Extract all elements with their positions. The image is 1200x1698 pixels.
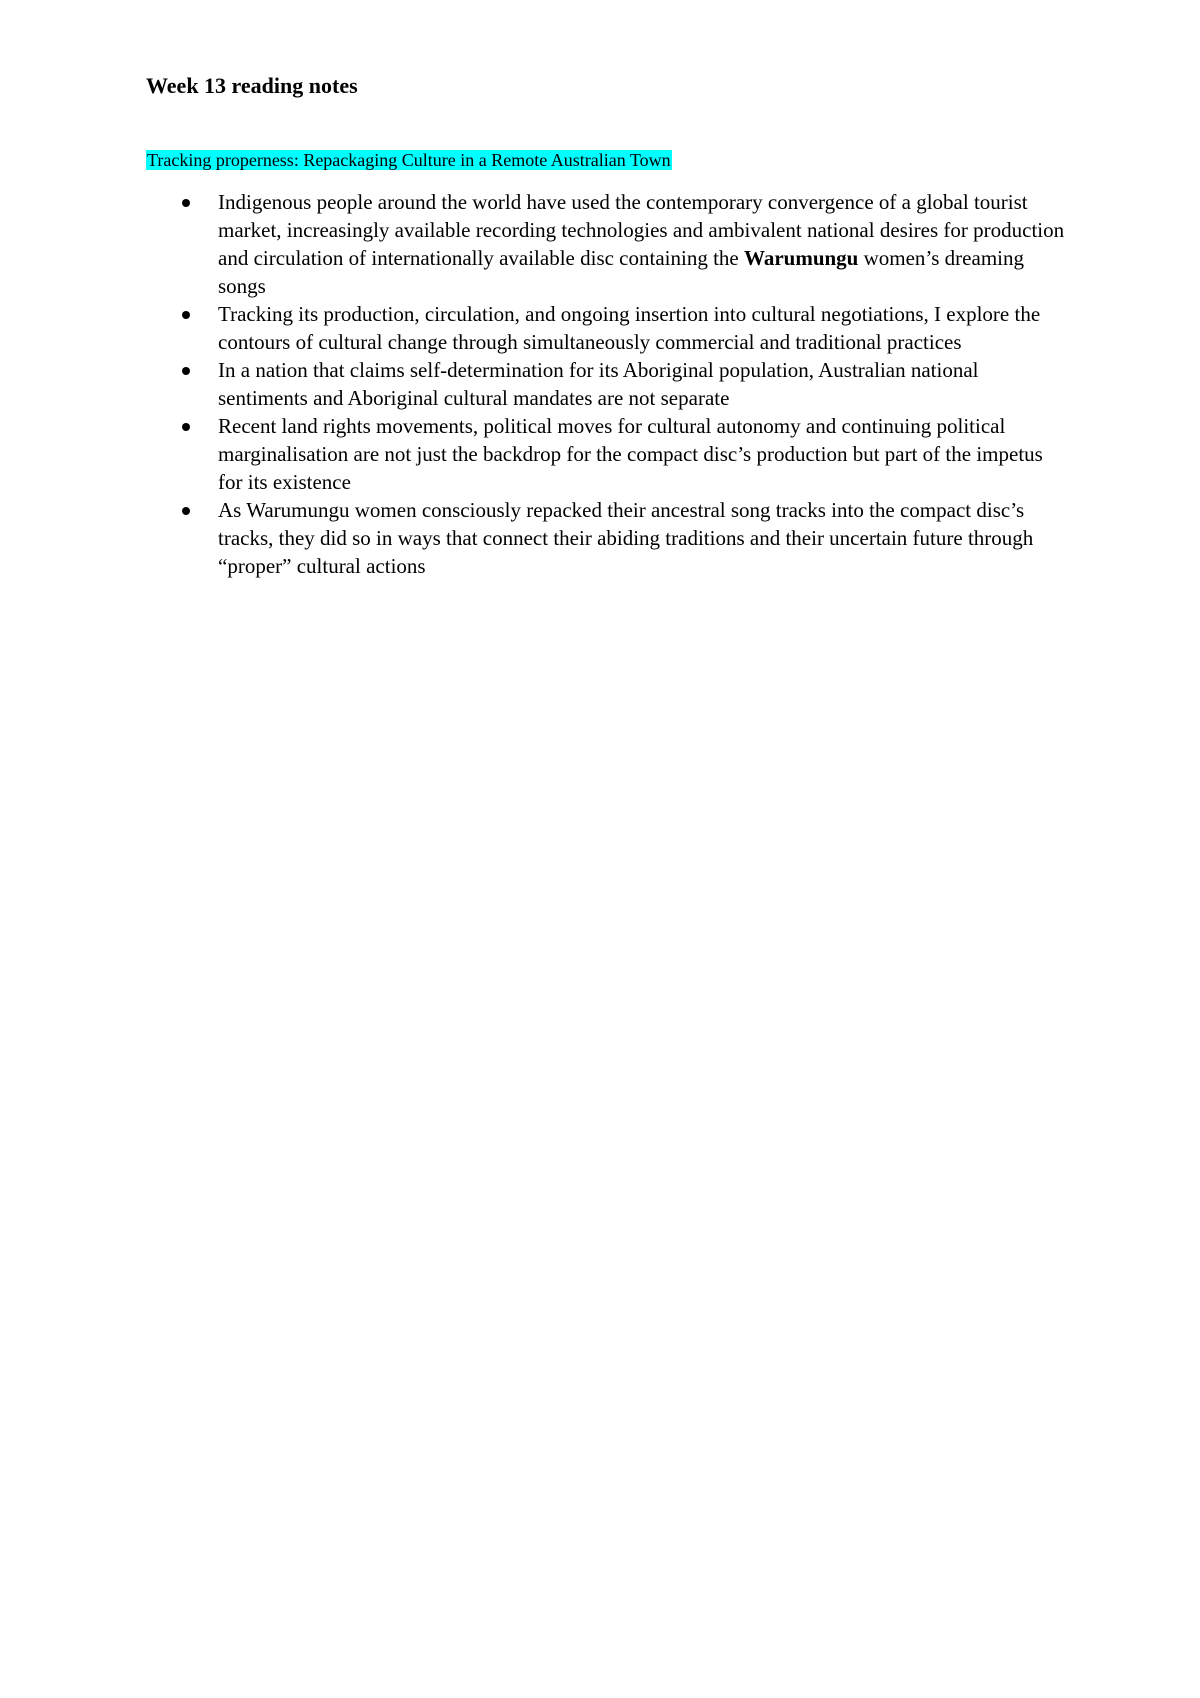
bullet-icon	[182, 367, 190, 375]
list-item-text: Tracking its production, circulation, and ongoing insertion into cultural negotiations, I explore the contours of cultural change through simultaneously commercial and traditional practices	[218, 302, 1041, 354]
list-item-text-start: Indigenous people around the world have used the contemporary convergence of a global tourist market, increasingly available recording technologies and ambivalent national desires for production and circulation of internationally available disc containing the	[218, 190, 1065, 270]
list-item-text: Recent land rights movements, political moves for cultural autonomy and continuing political marginalisation are not just the backdrop for the compact disc’s production but part of the impetus for its existence	[218, 414, 1043, 494]
list-item	[146, 188, 1066, 300]
bullet-icon	[182, 507, 190, 515]
list-item-text-end: women’s dreaming songs	[218, 246, 1024, 298]
list-item-bold-term: Warumungu	[743, 246, 859, 270]
bullet-icon	[182, 199, 190, 207]
list-item	[146, 412, 1066, 496]
bullet-icon	[182, 311, 190, 319]
list-item	[146, 356, 1066, 412]
list-item	[146, 300, 1066, 356]
reading-subtitle	[146, 148, 672, 172]
list-item	[146, 496, 1066, 580]
reading-notes-list	[146, 188, 1066, 580]
list-item-text: In a nation that claims self-determination for its Aboriginal population, Australian national sentiments and Aboriginal cultural mandates are not separate	[218, 358, 979, 410]
highlighted-subtitle-text: Tracking properness: Repackaging Culture in a Remote Australian Town	[147, 150, 671, 170]
page-title: Week 13 reading notes	[146, 73, 358, 98]
list-item-text: As Warumungu women consciously repacked their ancestral song tracks into the compact disc’s tracks, they did so in ways that connect their abiding traditions and their uncertain future through “proper” cultural actions	[218, 498, 1034, 578]
bullet-icon	[182, 423, 190, 431]
